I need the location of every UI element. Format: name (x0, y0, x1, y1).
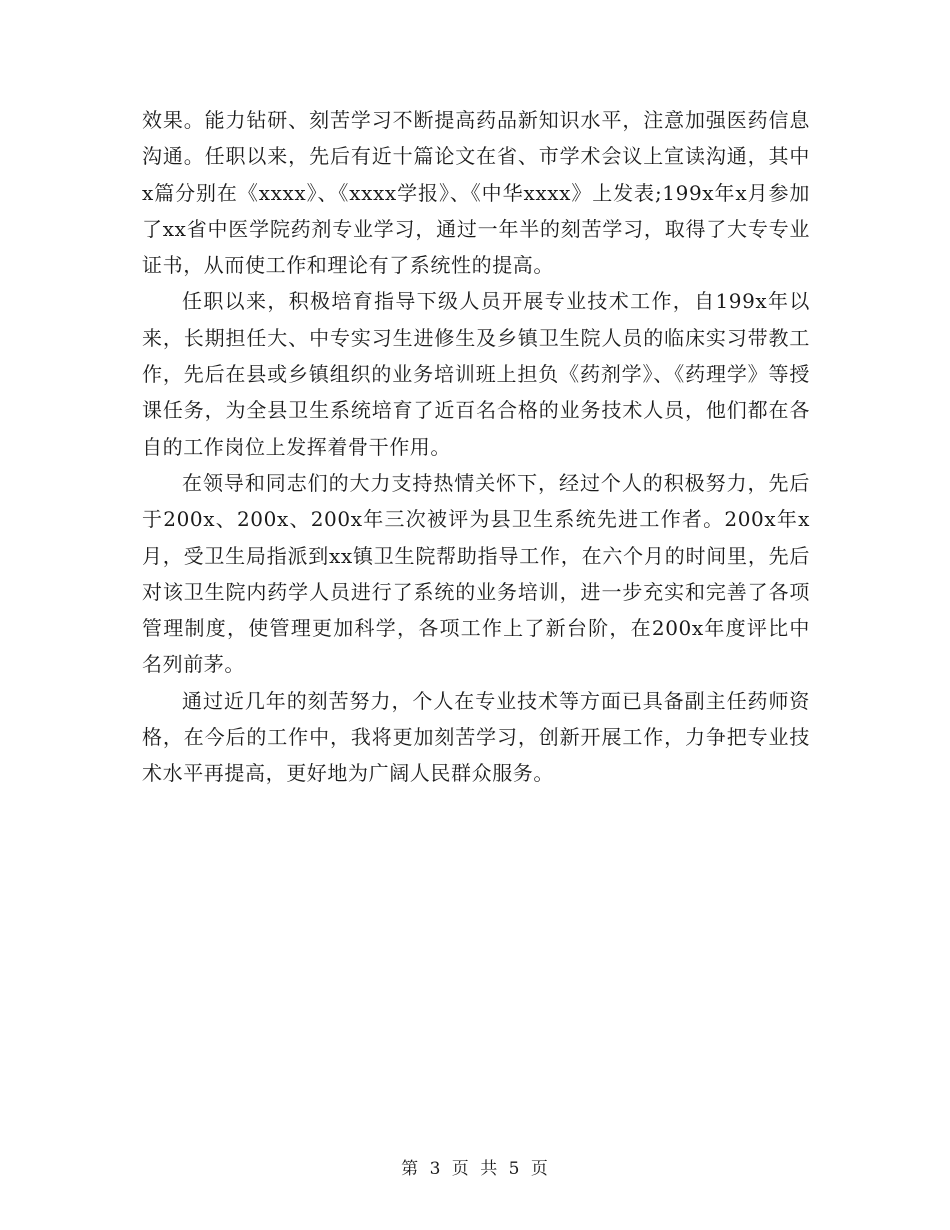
paragraph-continued: 效果。能力钻研、刻苦学习不断提高药品新知识水平，注意加强医药信息沟通。任职以来，先后有近十篇论文在省、市学术会议上宣读沟通，其中x篇分别在《xxxx》、《xxxx学报》、《中华xxxx》上发表;199x年x月参加了xx省中医学院药剂专业学习，通过一年半的刻苦学习，取得了大专专业证书，从而使工作和理论有了系统性的提高。 (142, 108, 810, 278)
paragraph-awards: 在领导和同志们的大力支持热情关怀下，经过个人的积极努力，先后于200x、200x、200x年三次被评为县卫生系统先进工作者。200x年x月，受卫生局指派到xx镇卫生院帮助指导工作，在六个月的时间里，先后对该卫生院内药学人员进行了系统的业务培训，进一步充实和完善了各项管理制度，使管理更加科学，各项工作上了新台阶，在200x年度评比中名列前茅。 (142, 470, 810, 677)
paragraph-conclusion: 通过近几年的刻苦努力，个人在专业技术等方面已具备副主任药师资格，在今后的工作中，我将更加刻苦学习，创新开展工作，力争把专业技术水平再提高，更好地为广阔人民群众服务。 (142, 688, 810, 786)
page-number-footer: 第 3 页 共 5 页 (401, 1159, 549, 1179)
document-body (142, 102, 810, 792)
paragraph-teaching: 任职以来，积极培育指导下级人员开展专业技术工作，自199x年以来，长期担任大、中专实习生进修生及乡镇卫生院人员的临床实习带教工作，先后在县或乡镇组织的业务培训班上担负《药剂学》、《药理学》等授课任务，为全县卫生系统培育了近百名合格的业务技术人员，他们都在各自的工作岗位上发挥着骨干作用。 (142, 289, 810, 459)
